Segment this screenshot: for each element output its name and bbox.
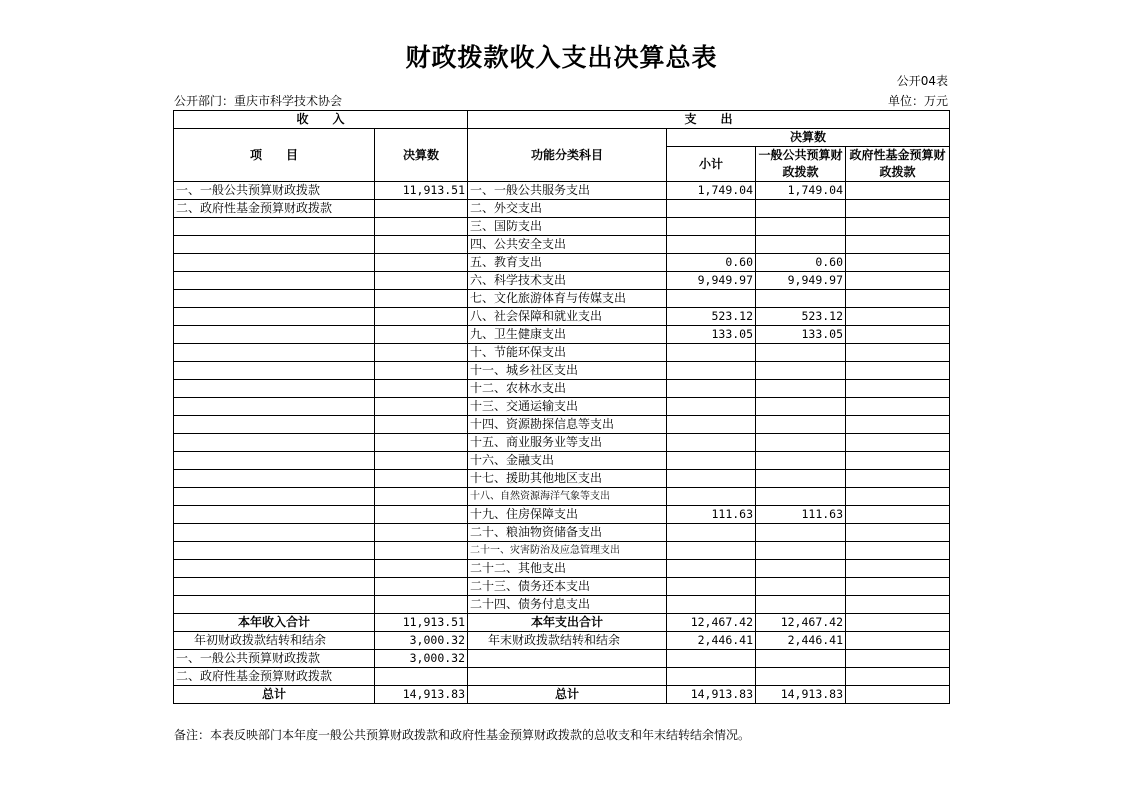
expense-subtotal <box>667 524 756 542</box>
income-amount <box>375 272 468 290</box>
expense-gov-fund <box>846 488 950 506</box>
expense-gov-fund <box>846 560 950 578</box>
expense-gov-fund <box>846 200 950 218</box>
income-amount: 11,913.51 <box>375 182 468 200</box>
income-amount <box>375 488 468 506</box>
expense-gov-fund <box>846 578 950 596</box>
expense-item: 七、文化旅游体育与传媒支出 <box>468 290 667 308</box>
carry-row <box>174 632 950 650</box>
expense-general <box>756 524 846 542</box>
table-row <box>174 362 950 380</box>
table-row <box>174 578 950 596</box>
expense-gov-fund <box>846 416 950 434</box>
table-row <box>174 596 950 614</box>
form-number: 公开04表 <box>896 74 948 88</box>
carry-in-general: 3,000.32 <box>375 650 468 668</box>
grand-gen: 14,913.83 <box>756 686 846 704</box>
income-item <box>174 344 375 362</box>
carry-in-label: 年初财政拨款结转和结余 <box>174 632 375 650</box>
table-row <box>174 560 950 578</box>
expense-general <box>756 236 846 254</box>
carry-out-gen: 2,446.41 <box>756 632 846 650</box>
grand-gov <box>846 686 950 704</box>
grand-left: 14,913.83 <box>375 686 468 704</box>
expense-general <box>756 596 846 614</box>
expense-item: 十七、援助其他地区支出 <box>468 470 667 488</box>
expense-gov-fund <box>846 542 950 560</box>
income-amount <box>375 578 468 596</box>
expense-general: 523.12 <box>756 308 846 326</box>
expense-subtotal <box>667 434 756 452</box>
income-item <box>174 560 375 578</box>
expense-gov-fund <box>846 506 950 524</box>
income-amount <box>375 236 468 254</box>
item-header: 项 目 <box>174 129 375 182</box>
income-amount <box>375 200 468 218</box>
expense-subtotal <box>667 452 756 470</box>
income-amount <box>375 434 468 452</box>
expense-item: 二十、粮油物资储备支出 <box>468 524 667 542</box>
func-header: 功能分类科目 <box>468 129 667 182</box>
table-row <box>174 200 950 218</box>
expense-general <box>756 488 846 506</box>
income-amount <box>375 506 468 524</box>
expense-gov-fund <box>846 524 950 542</box>
expense-item: 五、教育支出 <box>468 254 667 272</box>
amount-header: 决算数 <box>375 129 468 182</box>
expense-general <box>756 218 846 236</box>
expense-gov-fund <box>846 470 950 488</box>
grand-sub: 14,913.83 <box>667 686 756 704</box>
subtotal-header: 小计 <box>667 147 756 182</box>
expense-item: 十九、住房保障支出 <box>468 506 667 524</box>
grand-total-row <box>174 686 950 704</box>
expense-gov-fund <box>846 308 950 326</box>
gov-fund-header: 政府性基金预算财政拨款 <box>846 147 950 182</box>
income-item <box>174 452 375 470</box>
table-row <box>174 290 950 308</box>
income-total-label: 本年收入合计 <box>174 614 375 632</box>
expense-subtotal: 9,949.97 <box>667 272 756 290</box>
carry-gov-row <box>174 668 950 686</box>
income-item <box>174 506 375 524</box>
carry-out-label: 年末财政拨款结转和结余 <box>468 632 667 650</box>
expense-general <box>756 560 846 578</box>
expense-gov-fund <box>846 254 950 272</box>
expense-general: 0.60 <box>756 254 846 272</box>
income-item <box>174 272 375 290</box>
income-item <box>174 488 375 506</box>
grand-label-right: 总计 <box>468 686 667 704</box>
expense-item: 二十四、债务付息支出 <box>468 596 667 614</box>
expense-item: 八、社会保障和就业支出 <box>468 308 667 326</box>
income-item: 一、一般公共预算财政拨款 <box>174 182 375 200</box>
expense-gov-fund <box>846 398 950 416</box>
table-row <box>174 398 950 416</box>
income-item <box>174 596 375 614</box>
expense-item: 十六、金融支出 <box>468 452 667 470</box>
expense-total-gen: 12,467.42 <box>756 614 846 632</box>
income-amount <box>375 524 468 542</box>
expense-subtotal: 111.63 <box>667 506 756 524</box>
expense-general <box>756 344 846 362</box>
expense-subtotal <box>667 488 756 506</box>
expense-subtotal <box>667 470 756 488</box>
expense-subtotal <box>667 560 756 578</box>
budget-table <box>173 110 950 704</box>
income-item: 二、政府性基金预算财政拨款 <box>174 200 375 218</box>
expense-total-sub: 12,467.42 <box>667 614 756 632</box>
income-amount <box>375 218 468 236</box>
expense-subtotal: 523.12 <box>667 308 756 326</box>
expense-general: 9,949.97 <box>756 272 846 290</box>
expense-general <box>756 362 846 380</box>
carry-in: 3,000.32 <box>375 632 468 650</box>
header-row-2 <box>174 129 950 147</box>
expense-item: 十三、交通运输支出 <box>468 398 667 416</box>
expense-subtotal <box>667 236 756 254</box>
expense-gov-fund <box>846 218 950 236</box>
income-amount <box>375 416 468 434</box>
income-item <box>174 290 375 308</box>
header-row-1 <box>174 111 950 129</box>
income-amount <box>375 470 468 488</box>
expense-total-label: 本年支出合计 <box>468 614 667 632</box>
expense-gov-fund <box>846 272 950 290</box>
income-item <box>174 524 375 542</box>
table-row <box>174 308 950 326</box>
expense-general <box>756 380 846 398</box>
income-item <box>174 362 375 380</box>
table-row <box>174 344 950 362</box>
expense-general: 133.05 <box>756 326 846 344</box>
table-row <box>174 182 950 200</box>
expense-general <box>756 290 846 308</box>
expense-gov-fund <box>846 326 950 344</box>
income-amount <box>375 344 468 362</box>
footnote: 备注：本表反映部门本年度一般公共预算财政拨款和政府性基金预算财政拨款的总收支和年末结转结余情况。 <box>174 728 751 742</box>
expense-general <box>756 470 846 488</box>
expense-subtotal <box>667 218 756 236</box>
expense-subtotal <box>667 416 756 434</box>
table-row <box>174 380 950 398</box>
income-amount <box>375 290 468 308</box>
income-item <box>174 470 375 488</box>
expense-general <box>756 398 846 416</box>
expense-subtotal: 0.60 <box>667 254 756 272</box>
expense-general: 111.63 <box>756 506 846 524</box>
table-row <box>174 470 950 488</box>
department-label: 公开部门：重庆市科学技术协会 <box>174 94 343 108</box>
table-row <box>174 326 950 344</box>
table-row <box>174 218 950 236</box>
expense-subtotal <box>667 200 756 218</box>
table-row <box>174 506 950 524</box>
income-amount <box>375 596 468 614</box>
expense-subtotal <box>667 542 756 560</box>
income-item <box>174 398 375 416</box>
expense-item: 十五、商业服务业等支出 <box>468 434 667 452</box>
income-item <box>174 218 375 236</box>
expense-gov-fund <box>846 362 950 380</box>
expense-item: 二、外交支出 <box>468 200 667 218</box>
income-amount <box>375 380 468 398</box>
expense-gov-fund <box>846 290 950 308</box>
income-item <box>174 542 375 560</box>
expense-general: 1,749.04 <box>756 182 846 200</box>
expense-general <box>756 434 846 452</box>
expense-item: 十八、自然资源海洋气象等支出 <box>468 488 667 506</box>
general-header: 一般公共预算财政拨款 <box>756 147 846 182</box>
income-item <box>174 236 375 254</box>
income-item <box>174 308 375 326</box>
expense-item: 十一、城乡社区支出 <box>468 362 667 380</box>
expense-subtotal <box>667 380 756 398</box>
expense-item: 二十一、灾害防治及应急管理支出 <box>468 542 667 560</box>
income-amount <box>375 452 468 470</box>
income-amount <box>375 398 468 416</box>
expense-item: 十、节能环保支出 <box>468 344 667 362</box>
expense-subtotal: 133.05 <box>667 326 756 344</box>
expense-item: 二十三、债务还本支出 <box>468 578 667 596</box>
carry-out-gov <box>846 632 950 650</box>
final-header: 决算数 <box>667 129 950 147</box>
table-row <box>174 416 950 434</box>
table-row <box>174 452 950 470</box>
expense-item: 二十二、其他支出 <box>468 560 667 578</box>
expense-item: 三、国防支出 <box>468 218 667 236</box>
page-title: 财政拨款收入支出决算总表 <box>405 43 718 72</box>
expense-subtotal: 1,749.04 <box>667 182 756 200</box>
income-total: 11,913.51 <box>375 614 468 632</box>
income-item <box>174 434 375 452</box>
income-amount <box>375 542 468 560</box>
income-amount <box>375 560 468 578</box>
expense-gov-fund <box>846 434 950 452</box>
table-row <box>174 272 950 290</box>
expense-subtotal <box>667 290 756 308</box>
expense-item: 十四、资源勘探信息等支出 <box>468 416 667 434</box>
expense-general <box>756 200 846 218</box>
carry-out-sub: 2,446.41 <box>667 632 756 650</box>
table-row <box>174 524 950 542</box>
expense-subtotal <box>667 578 756 596</box>
income-item <box>174 254 375 272</box>
unit-label: 单位：万元 <box>887 94 948 108</box>
income-item <box>174 326 375 344</box>
expense-general <box>756 416 846 434</box>
table-row <box>174 434 950 452</box>
expense-gov-fund <box>846 236 950 254</box>
expense-item: 九、卫生健康支出 <box>468 326 667 344</box>
expense-general <box>756 452 846 470</box>
expense-general <box>756 542 846 560</box>
expense-subtotal <box>667 398 756 416</box>
year-total-row <box>174 614 950 632</box>
carry-general-row <box>174 650 950 668</box>
expense-general <box>756 578 846 596</box>
income-header: 收 入 <box>174 111 468 129</box>
expense-subtotal <box>667 362 756 380</box>
expense-gov-fund <box>846 344 950 362</box>
income-amount <box>375 326 468 344</box>
income-item <box>174 416 375 434</box>
expense-subtotal <box>667 344 756 362</box>
table-row <box>174 254 950 272</box>
expense-gov-fund <box>846 182 950 200</box>
income-amount <box>375 308 468 326</box>
carry-in-general-label: 一、一般公共预算财政拨款 <box>174 650 375 668</box>
income-item <box>174 578 375 596</box>
expense-gov-fund <box>846 596 950 614</box>
expense-gov-fund <box>846 380 950 398</box>
carry-in-gov-label: 二、政府性基金预算财政拨款 <box>174 668 375 686</box>
table-row <box>174 542 950 560</box>
expense-header: 支 出 <box>468 111 950 129</box>
table-row <box>174 488 950 506</box>
table-row <box>174 236 950 254</box>
income-amount <box>375 254 468 272</box>
income-amount <box>375 362 468 380</box>
expense-item: 六、科学技术支出 <box>468 272 667 290</box>
income-item <box>174 380 375 398</box>
expense-item: 四、公共安全支出 <box>468 236 667 254</box>
expense-subtotal <box>667 596 756 614</box>
expense-item: 一、一般公共服务支出 <box>468 182 667 200</box>
expense-gov-fund <box>846 452 950 470</box>
grand-label-left: 总计 <box>174 686 375 704</box>
expense-total-gov <box>846 614 950 632</box>
expense-item: 十二、农林水支出 <box>468 380 667 398</box>
